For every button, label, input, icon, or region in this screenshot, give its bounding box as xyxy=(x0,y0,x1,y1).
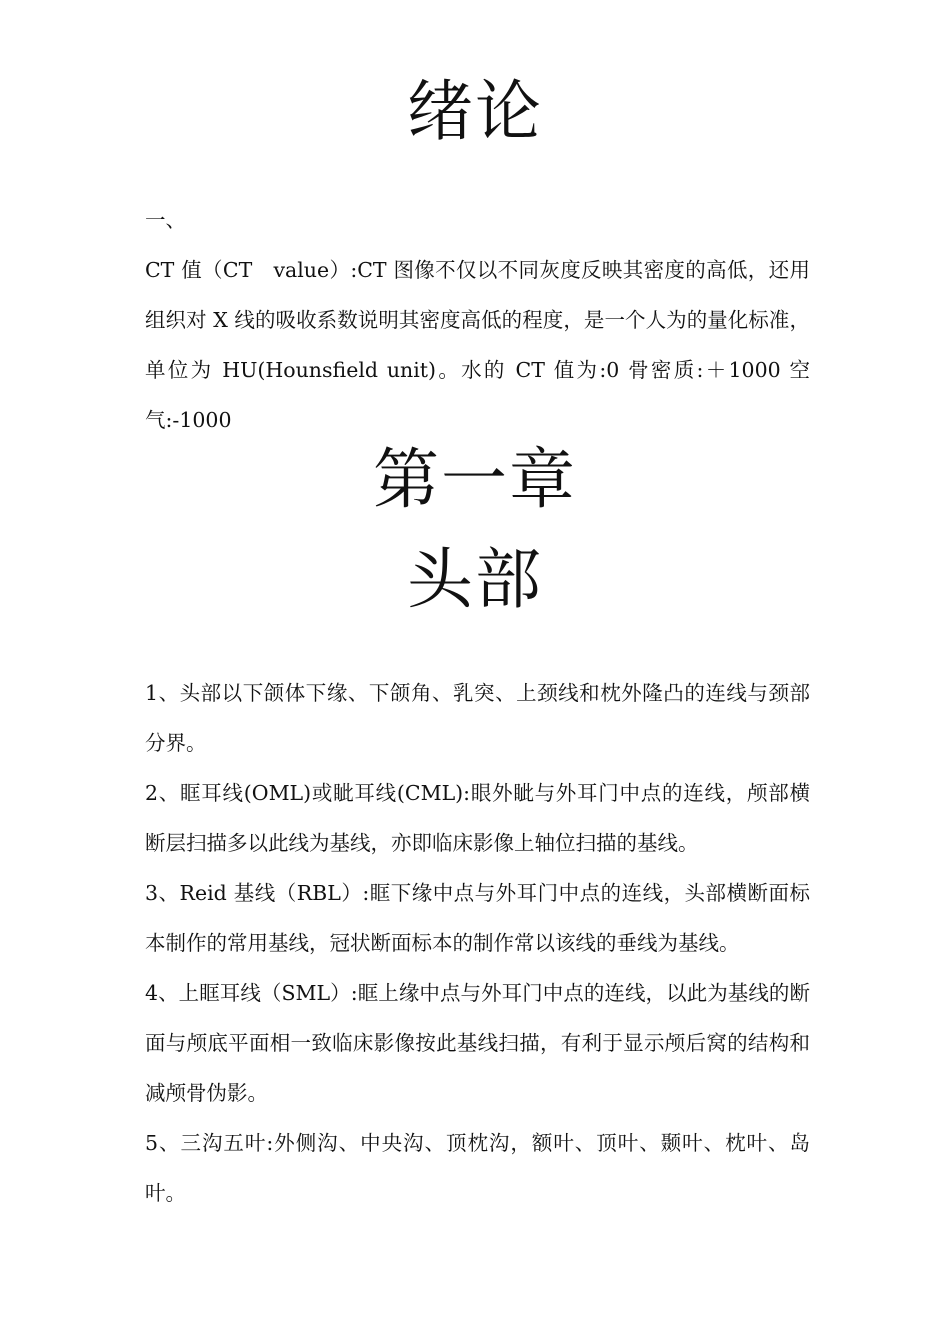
list-item: 5、三沟五叶:外侧沟、中央沟、顶枕沟，额叶、顶叶、颞叶、枕叶、岛叶。 xyxy=(145,1131,810,1205)
list-item: 2、眶耳线(OML)或眦耳线(CML):眼外眦与外耳门中点的连线，颅部横断层扫描多以此线为基线，亦即临床影像上轴位扫描的基线。 xyxy=(145,781,810,855)
chapter-subtitle: 头部 xyxy=(407,541,543,618)
list-item: 3、Reid 基线（RBL）:眶下缘中点与外耳门中点的连线，头部横断面标本制作的常用基线，冠状断面标本的制作常以该线的垂线为基线。 xyxy=(145,881,810,955)
intro-section xyxy=(145,195,810,445)
ct-value-paragraph: CT 值（CT value）:CT 图像不仅以不同灰度反映其密度的高低，还用组织对 X 线的吸收系数说明其密度高低的程度，是一个人为的量化标准，单位为 HU(Hounsfield unit)。水的 CT 值为:0 骨密质:＋1000 空气:-1000 xyxy=(145,258,810,432)
intro-title: 绪论 xyxy=(407,73,543,150)
list-item: 4、上眶耳线（SML）:眶上缘中点与外耳门中点的连线，以此为基线的断面与颅底平面相一致临床影像按此基线扫描，有利于显示颅后窝的结构和减颅骨伪影。 xyxy=(145,981,810,1105)
chapter-body xyxy=(145,668,810,1218)
section-number: 一、 xyxy=(145,208,186,232)
chapter-title: 第一章 xyxy=(373,441,577,518)
list-item: 1、头部以下颌体下缘、下颌角、乳突、上颈线和枕外隆凸的连线与颈部分界。 xyxy=(145,681,810,755)
